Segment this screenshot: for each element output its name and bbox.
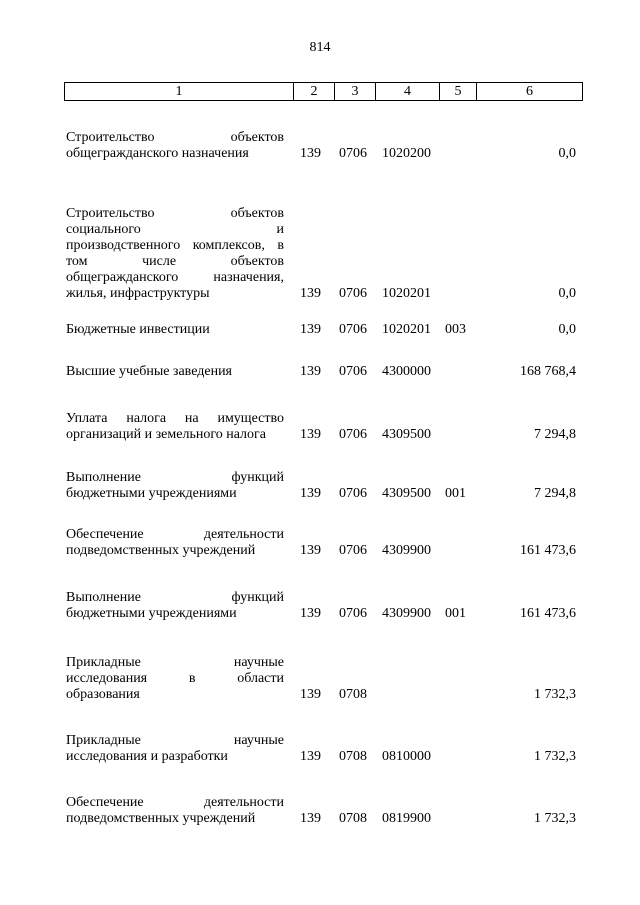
cell-c3: 0708 (339, 749, 367, 764)
cell-c4: 1020201 (382, 286, 431, 301)
cell-c4: 4309500 (382, 427, 431, 442)
cell-c2: 139 (300, 687, 321, 702)
cell-c4: 4300000 (382, 364, 431, 379)
row-name-line: подведомственных учреждений (66, 543, 256, 558)
table-row (0, 411, 640, 443)
row-name (66, 206, 284, 302)
cell-c2: 139 (300, 146, 321, 161)
row-name-line: Выполнение функций (66, 590, 284, 605)
cell-c3: 0706 (339, 286, 367, 301)
row-name (66, 130, 284, 162)
row-name-line: Обеспечение деятельности (66, 527, 284, 542)
row-name-line: общегражданского назначения (66, 146, 249, 161)
cell-c6: 0,0 (558, 286, 576, 301)
cell-c6: 168 768,4 (520, 364, 576, 379)
table-row (0, 527, 640, 559)
cell-c4: 1020200 (382, 146, 431, 161)
table-row (0, 364, 640, 380)
header-col-5: 5 (440, 83, 477, 100)
cell-c2: 139 (300, 322, 321, 337)
cell-c4: 1020201 (382, 322, 431, 337)
cell-c4: 4309900 (382, 543, 431, 558)
table-row (0, 795, 640, 827)
table-row (0, 206, 640, 302)
cell-c3: 0706 (339, 146, 367, 161)
cell-c2: 139 (300, 364, 321, 379)
cell-c3: 0708 (339, 687, 367, 702)
cell-c6: 0,0 (558, 146, 576, 161)
row-name-line: организаций и земельного налога (66, 427, 266, 442)
row-name (66, 322, 284, 338)
row-name (66, 364, 284, 380)
row-name-line: исследования и разработки (66, 749, 228, 764)
row-name-line: Выполнение функций (66, 470, 284, 485)
row-name-line: Прикладные научные (66, 655, 284, 670)
row-name-line: том числе объектов (66, 254, 284, 269)
row-name-line: социального и (66, 222, 284, 237)
table-row (0, 470, 640, 502)
row-name-line: общегражданского назначения, (66, 270, 284, 285)
header-col-6: 6 (526, 84, 533, 99)
row-name-line: подведомственных учреждений (66, 811, 256, 826)
cell-c3: 0706 (339, 427, 367, 442)
table-header (64, 82, 583, 101)
cell-c4: 0819900 (382, 811, 431, 826)
row-name-line: Высшие учебные заведения (66, 364, 232, 379)
header-col-4: 4 (376, 83, 440, 100)
cell-c5: 003 (445, 322, 466, 337)
table-row (0, 322, 640, 338)
cell-c5: 001 (445, 606, 466, 621)
cell-c2: 139 (300, 811, 321, 826)
row-name-line: Строительство объектов (66, 206, 284, 221)
cell-c6: 1 732,3 (534, 687, 576, 702)
row-name-line: производственного комплексов, в (66, 238, 284, 253)
cell-c6: 161 473,6 (520, 543, 576, 558)
row-name (66, 590, 284, 622)
cell-c2: 139 (300, 486, 321, 501)
cell-c6: 161 473,6 (520, 606, 576, 621)
cell-c2: 139 (300, 543, 321, 558)
table-row (0, 655, 640, 703)
cell-c3: 0706 (339, 606, 367, 621)
row-name (66, 655, 284, 703)
row-name-line: образования (66, 687, 140, 702)
cell-c6: 7 294,8 (534, 486, 576, 501)
cell-c3: 0706 (339, 322, 367, 337)
row-name-line: Бюджетные инвестиции (66, 322, 210, 337)
header-col-3: 3 (335, 83, 376, 100)
cell-c4: 4309900 (382, 606, 431, 621)
row-name-line: Уплата налога на имущество (66, 411, 284, 426)
table-row (0, 130, 640, 162)
cell-c4: 4309500 (382, 486, 431, 501)
row-name-line: жилья, инфраструктуры (66, 286, 210, 301)
row-name (66, 527, 284, 559)
cell-c6: 1 732,3 (534, 749, 576, 764)
cell-c6: 7 294,8 (534, 427, 576, 442)
cell-c4: 0810000 (382, 749, 431, 764)
row-name-line: Строительство объектов (66, 130, 284, 145)
cell-c5: 001 (445, 486, 466, 501)
cell-c2: 139 (300, 606, 321, 621)
page-number: 814 (309, 40, 331, 55)
row-name-line: бюджетными учреждениями (66, 486, 237, 501)
row-name-line: исследования в области (66, 671, 284, 686)
row-name-line: Обеспечение деятельности (66, 795, 284, 810)
row-name (66, 411, 284, 443)
cell-c2: 139 (300, 749, 321, 764)
cell-c6: 0,0 (558, 322, 576, 337)
table-row (0, 590, 640, 622)
cell-c3: 0708 (339, 811, 367, 826)
row-name (66, 733, 284, 765)
header-col-2: 2 (294, 83, 335, 100)
row-name (66, 795, 284, 827)
cell-c2: 139 (300, 427, 321, 442)
row-name (66, 470, 284, 502)
cell-c2: 139 (300, 286, 321, 301)
cell-c3: 0706 (339, 486, 367, 501)
row-name-line: бюджетными учреждениями (66, 606, 237, 621)
cell-c3: 0706 (339, 543, 367, 558)
row-name-line: Прикладные научные (66, 733, 284, 748)
cell-c3: 0706 (339, 364, 367, 379)
table-row (0, 733, 640, 765)
cell-c6: 1 732,3 (534, 811, 576, 826)
header-col-1: 1 (65, 83, 294, 100)
